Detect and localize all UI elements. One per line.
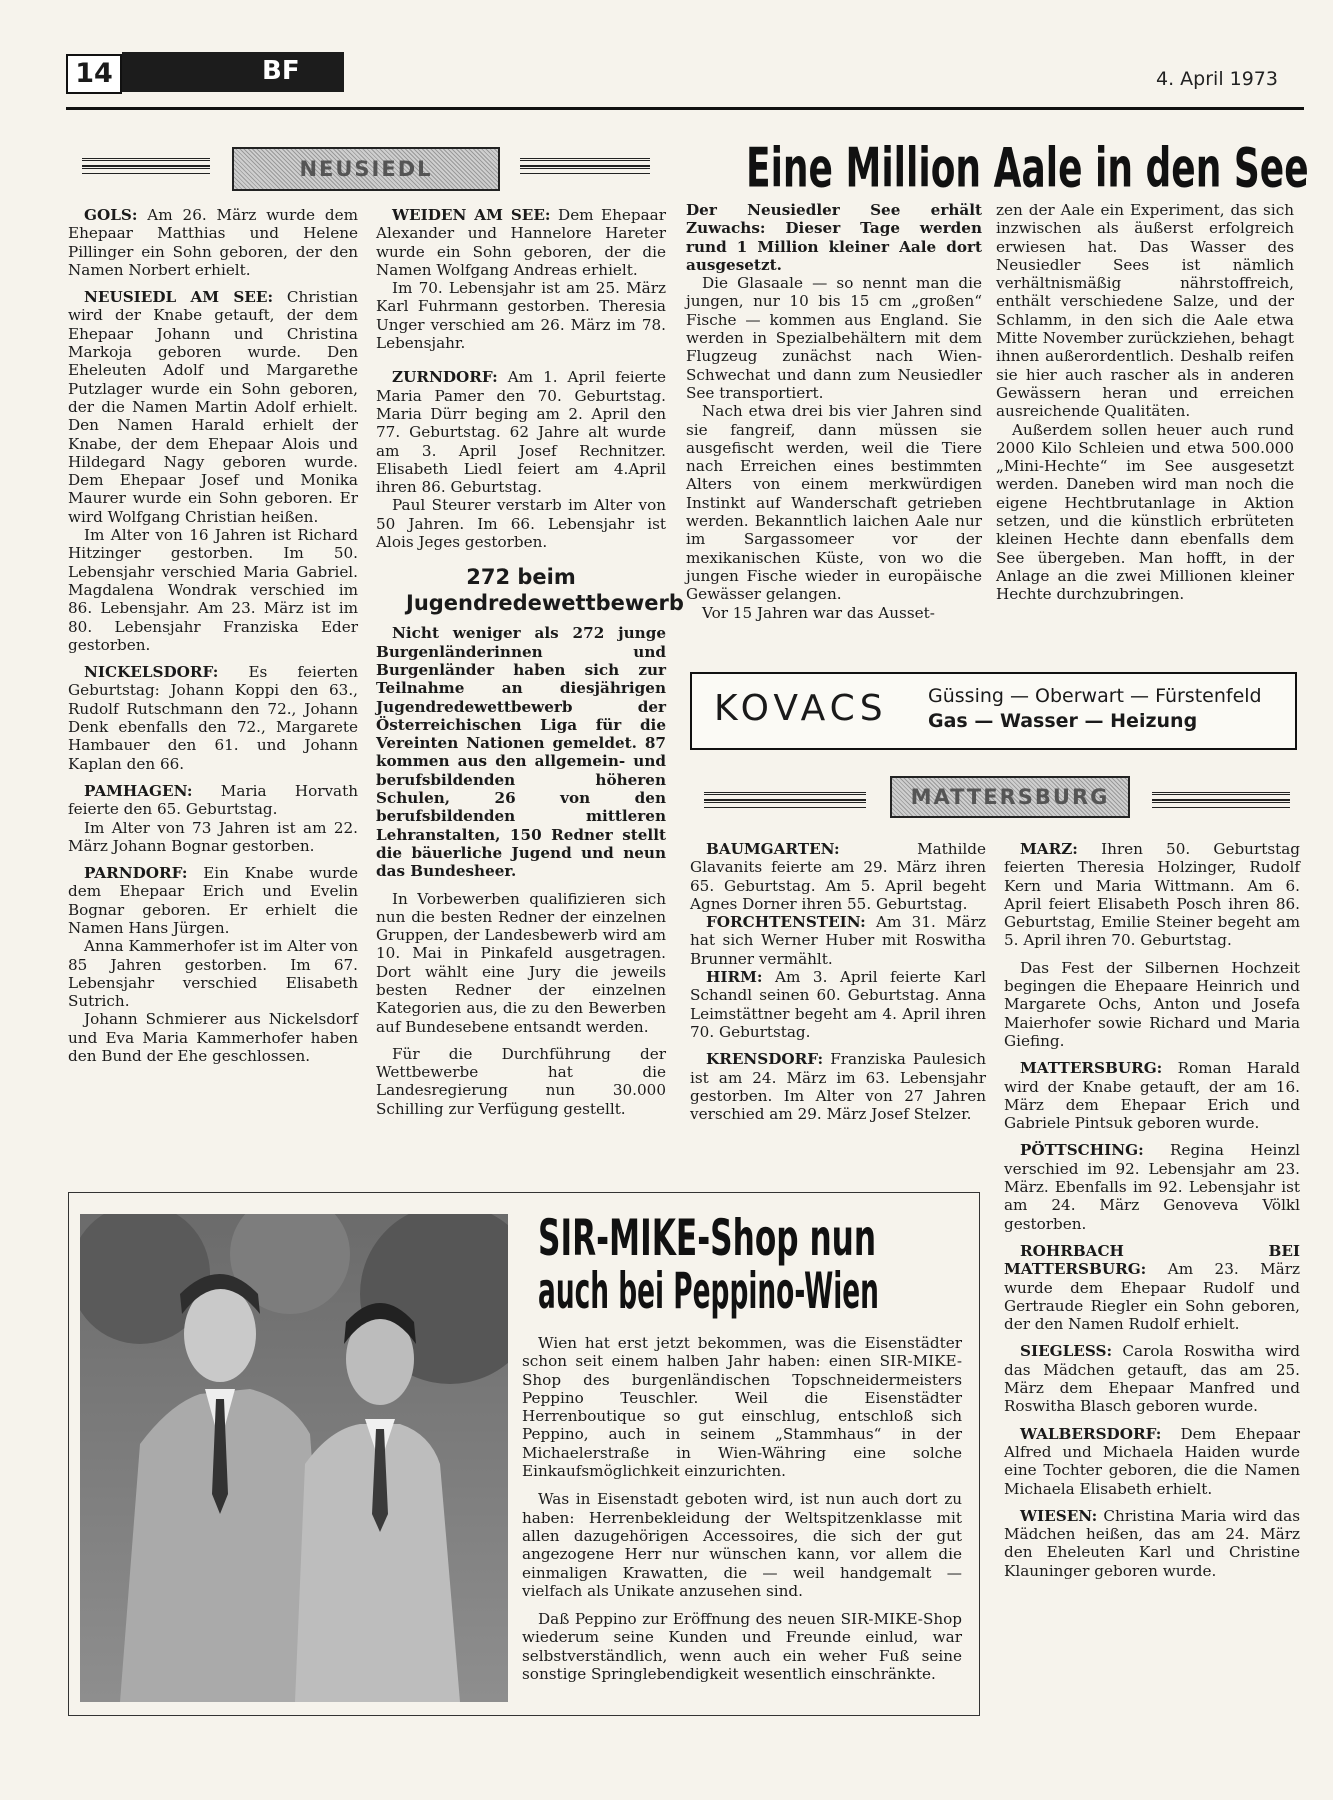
page-number-box (66, 54, 122, 94)
sir-mike-headline: SIR-MIKE-Shop nun auch bei Peppino-Wien (538, 1210, 879, 1321)
section-bar (122, 52, 344, 92)
entry-krensdorf: KRENSDORF: Franziska Paulesich ist am 24. März im 63. Lebensjahr gestorben. Im Alter von 27 Jahren verschied am 29. März Josef Stelzer. (690, 1050, 986, 1124)
page-header (66, 52, 1278, 104)
men-in-suits-photo (80, 1214, 508, 1702)
entry-weiden: WEIDEN AM SEE: Dem Ehepaar Alexander und Hannelore Hareter wurde ein Sohn geboren, der die Namen Wolfgang Andreas erhielt. (376, 206, 666, 279)
entry-poettsching: PÖTTSCHING: Regina Heinzl verschied im 92. Lebensjahr am 23. März. Ebenfalls im 92. Lebensjahr ist am 24. März Genoveva Völkl gestorben. (1004, 1141, 1300, 1233)
aale-paragraph-3: Vor 15 Jahren war das Ausset- (702, 603, 935, 622)
aale-column-1 (686, 201, 982, 631)
aale-column-2 (996, 201, 1294, 613)
entry-gols: GOLS: Am 26. März wurde dem Ehepaar Matthias und Helene Pillinger ein Sohn geboren, der den Namen Norbert erhielt. (68, 206, 358, 279)
kovacs-ad (690, 672, 1297, 750)
neusiedl-banner (232, 147, 500, 191)
sir-mike-text (522, 1334, 962, 1692)
neusiedl-column-2 (376, 206, 684, 1127)
aale-paragraph-4: zen der Aale ein Experiment, das sich inzwischen als äußerst erfolgreich erwiesen hat. Das Wasser des Neusiedler Sees ist nämlich verhältnismäßig nährstoffreich, enthält verschiedene Salze, und der Schlamm, in den sich die Aale etwa Mitte November zurückziehen, behagt ihnen außerordentlich. Deshalb reifen sie hier auch rascher als in anderen Gewässern heran und erreichen ausreichende Qualitäten. (996, 201, 1294, 421)
mattersburg-column-2 (1004, 840, 1300, 1589)
banner-rule-right2 (1152, 800, 1290, 808)
entry-nickelsdorf: NICKELSDORF: Es feierten Geburtstag: Johann Koppi den 63., Rudolf Rutschmann den 72., Johann Denk ebenfalls den 72., Margarete Hambauer den 61. und Johann Kaplan den 66. (68, 663, 358, 773)
entry-rohrbach: ROHRBACH BEI MATTERSBURG: Am 23. März wurde dem Ehepaar Rudolf und Gertraude Riegler ein Sohn geboren, der den Namen Rudolf erhielt. (1004, 1241, 1300, 1334)
mattersburg-banner-label: MATTERSBURG (910, 785, 1110, 809)
mattersburg-banner (890, 776, 1130, 818)
entry-hirm: HIRM: Am 3. April feierte Karl Schandl seinen 60. Geburtstag. Anna Leimstättner begeht am 4. April ihren 70. Geburtstag. (690, 968, 986, 1041)
ad-services: Gas — Wasser — Heizung (928, 710, 1198, 732)
page-number: 14 (75, 58, 113, 89)
entry-neusiedl-am-see: NEUSIEDL AM SEE: Christian wird der Knabe getauft, der dem Ehepaar Johann und Christina Markoja geboren wurde. Den Eheleuten Adolf und Margarethe Putzlager wurde ein Sohn geboren, der die Namen Martin Adolf erhielt. Den Namen Harald erhielt der Knabe, der dem Ehepaar Alois und Hildegard Nagy geboren wurde. Dem Ehepaar Josef und Monika Maurer wurde ein Sohn geboren. Er wird Wolfgang Christian heißen. (68, 288, 358, 526)
entry-walbersdorf: WALBERSDORF: Dem Ehepaar Alfred und Michaela Haiden wurde eine Tochter geboren, die die Namen Michaela Elisabeth erhielt. (1004, 1424, 1300, 1498)
entry-zurndorf: ZURNDORF: Am 1. April feierte Maria Pamer den 70. Geburtstag. Maria Dürr beging am 2. April den 77. Geburtstag. 62 Jahre alt wurde am 3. April Josef Rechnitzer. Elisabeth Liedl feiert am 4.April ihren 86. Geburtstag. (376, 368, 666, 497)
entry-forchtenstein: FORCHTENSTEIN: Am 31. März hat sich Werner Huber mit Roswitha Brunner vermählt. (690, 913, 986, 968)
jugend-paragraph-1: In Vorbewerben qualifizieren sich nun die besten Redner der einzelnen Gruppen, der Landesbewerb wird am 10. Mai in Pinkafeld ausgetragen. Dort wählt eine Jury die jeweils besten Redner der einzelnen Kategorien aus, die zu den Bewerben auf Bundesebene entsandt werden. (376, 889, 666, 1036)
ad-company-name: KOVACS (714, 688, 888, 729)
neusiedl-banner-label: NEUSIEDL (299, 157, 433, 181)
sir-mike-paragraph-2: Was in Eisenstadt geboten wird, ist nun auch dort zu haben: Herrenbekleidung der Weltspitzenklasse mit allen dazugehörigen Accessoires, die sich der gut angezogene Herr nur wünschen kann, vor allem die einmaligen Krawatten, die — weil handgemalt — vielfach als Unikate anzusehen sind. (522, 1490, 962, 1600)
aale-paragraph-2: Nach etwa drei bis vier Jahren sind sie fangreif, dann müssen sie ausgefischt werden, weil die Tiere nach Erreichen eines bestimmten Alters von einem merkwürdigen Instinkt auf Wanderschaft getrieben werden. Bekanntlich laichen Aale nur im Sargassomeer vor der mexikanischen Küste, von wo die jungen Fische wieder in europäische Gewässer gelangen. (686, 402, 982, 604)
jugend-lead: Nicht weniger als 272 junge Burgenländerinnen und Burgenländer haben sich zur Teilnahme an diesjährigen Jugendredewettbewerb der Österreichischen Liga für die Vereinten Nationen gemeldet. 87 kommen aus den allgemein- und berufsbildenden höheren Schulen, 26 von den berufsbildenden mittleren Lehranstalten, 150 Redner stellt die bäuerliche Jugend und neun das Bundesheer. (376, 624, 666, 881)
entry-siegless: SIEGLESS: Carola Roswitha wird das Mädchen getauft, das am 25. März dem Ehepaar Manfred und Roswitha Blasch geboren wurde. (1004, 1342, 1300, 1416)
banner-rule-right2 (520, 166, 650, 174)
mattersburg-column-1 (690, 840, 986, 1132)
entry-zurndorf-deaths: Paul Steurer verstarb im Alter von 50 Jahren. Im 66. Lebensjahr ist Alois Jeges gestorben. (376, 496, 666, 552)
aale-paragraph-1: Die Glasaale — so nennt man die jungen, nur 10 bis 15 cm „großen“ Fische — kommen aus England. Sie werden in Spezialbehältern mit dem Flugzeug zunächst nach Wien-Schwechat und dann zum Neusiedler See transportiert. (686, 274, 982, 402)
banner-rule-left (704, 792, 866, 800)
banner-rule-right (1152, 792, 1290, 800)
entry-silver-wedding: Das Fest der Silbernen Hochzeit begingen die Ehepaare Heinrich und Margarete Ochs, Anton und Josefa Maierhofer sowie Richard und Maria Giefing. (1004, 958, 1300, 1050)
jugend-paragraph-2: Für die Durchführung der Wettbewerbe hat die Landesregierung nun 30.000 Schilling zur Verfügung gestellt. (376, 1044, 666, 1118)
entry-weiden-deaths: Im 70. Lebensjahr ist am 25. März Karl Fuhrmann gestorben. Theresia Unger verschied am 26. März im 78. Lebensjahr. (376, 279, 666, 353)
aale-lead: Der Neusiedler See erhält Zuwachs: Dieser Tage werden rund 1 Million kleiner Aale dort ausgesetzt. (686, 201, 982, 274)
header-rule (66, 107, 1304, 110)
banner-rule-right (520, 158, 650, 166)
entry-marz: MARZ: Ihren 50. Geburtstag feierten Theresia Holzinger, Rudolf Kern und Maria Wittmann. Am 6. April feiert Elisabeth Posch ihren 86. Geburtstag, Emilie Steiner begeht am 5. April ihren 70. Geburtstag. (1004, 840, 1300, 950)
aale-headline: Eine Million Aale in den See (746, 136, 1309, 200)
entry-baumgarten: BAUMGARTEN: Mathilde Glavanits feierte am 29. März ihren 65. Geburtstag. Am 5. April begeht Agnes Dorner ihren 55. Geburtstag. (690, 840, 986, 913)
ad-locations: Güssing — Oberwart — Fürstenfeld (928, 685, 1262, 707)
entry-wiesen: WIESEN: Christina Maria wird das Mädchen heißen, das am 24. März den Eheleuten Karl und Christine Klauninger geboren wurde. (1004, 1506, 1300, 1580)
entry-parndorf: PARNDORF: Ein Knabe wurde dem Ehepaar Erich und Evelin Bognar geboren. Er erhielt die Namen Hans Jürgen. (68, 864, 358, 937)
banner-rule-left (82, 158, 210, 166)
sir-mike-paragraph-3: Daß Peppino zur Eröffnung des neuen SIR-MIKE-Shop wiederum seine Kunden und Freunde einlud, war selbstverständlich, wenn auch ein weher Fuß seine sonstige Springlebendigkeit wesentlich einschränkte. (522, 1610, 962, 1684)
banner-rule-left2 (704, 800, 866, 808)
photo-illustration (80, 1214, 508, 1702)
entry-neusiedl-deaths: Im Alter von 16 Jahren ist Richard Hitzinger gestorben. Im 50. Lebensjahr verschied Maria Gabriel. Magdalena Wondrak verschied im 86. Lebensjahr. Am 23. März ist im 80. Lebensjahr Franziska Eder gestorben. (68, 526, 358, 654)
neusiedl-column-1 (68, 206, 358, 1074)
issue-date: 4. April 1973 (1156, 68, 1278, 90)
entry-pamhagen-death: Im Alter von 73 Jahren ist am 22. März Johann Bognar gestorben. (68, 818, 358, 855)
entry-pamhagen: PAMHAGEN: Maria Horvath feierte den 65. Geburtstag. (68, 781, 358, 819)
aale-paragraph-5: Außerdem sollen heuer auch rund 2000 Kilo Schleien und etwa 500.000 „Mini-Hechte“ im See ausgesetzt werden. Daneben wird man noch die eigene Hechtbrutanlage in Aktion setzen, und die künstlich erbrüteten kleinen Hechte dann ebenfalls dem See übergeben. Man hofft, in der Anlage an die zwei Millionen kleiner Hechte durchzubringen. (996, 420, 1294, 604)
jugend-headline: 272 beim Jugendredewettbewerb (406, 565, 684, 616)
sir-mike-paragraph-1: Wien hat erst jetzt bekommen, was die Eisenstädter schon seit einem halben Jahr haben: einen SIR-MIKE-Shop des burgenländischen Topschneidermeisters Peppino Teuschler. Weil die Eisenstädter Herrenboutique so gut einschlug, entschloß sich Peppino, auch in seinem „Stammhaus“ in der Michaelerstraße in Wien-Währing eine solche Einkaufsmöglichkeit einzurichten. (522, 1334, 962, 1481)
banner-rule-left2 (82, 166, 210, 174)
section-label: BF (262, 56, 300, 86)
entry-parndorf-death: Anna Kammerhofer ist im Alter von 85 Jahren gestorben. Im 67. Lebensjahr verschied Elisabeth Sutrich. (68, 937, 358, 1011)
entry-wedding: Johann Schmierer aus Nickelsdorf und Eva Maria Kammerhofer haben den Bund der Ehe geschlossen. (68, 1010, 358, 1066)
entry-mattersburg: MATTERSBURG: Roman Harald wird der Knabe getauft, der am 16. März dem Ehepaar Erich und Gabriele Pintsuk geboren wurde. (1004, 1059, 1300, 1133)
